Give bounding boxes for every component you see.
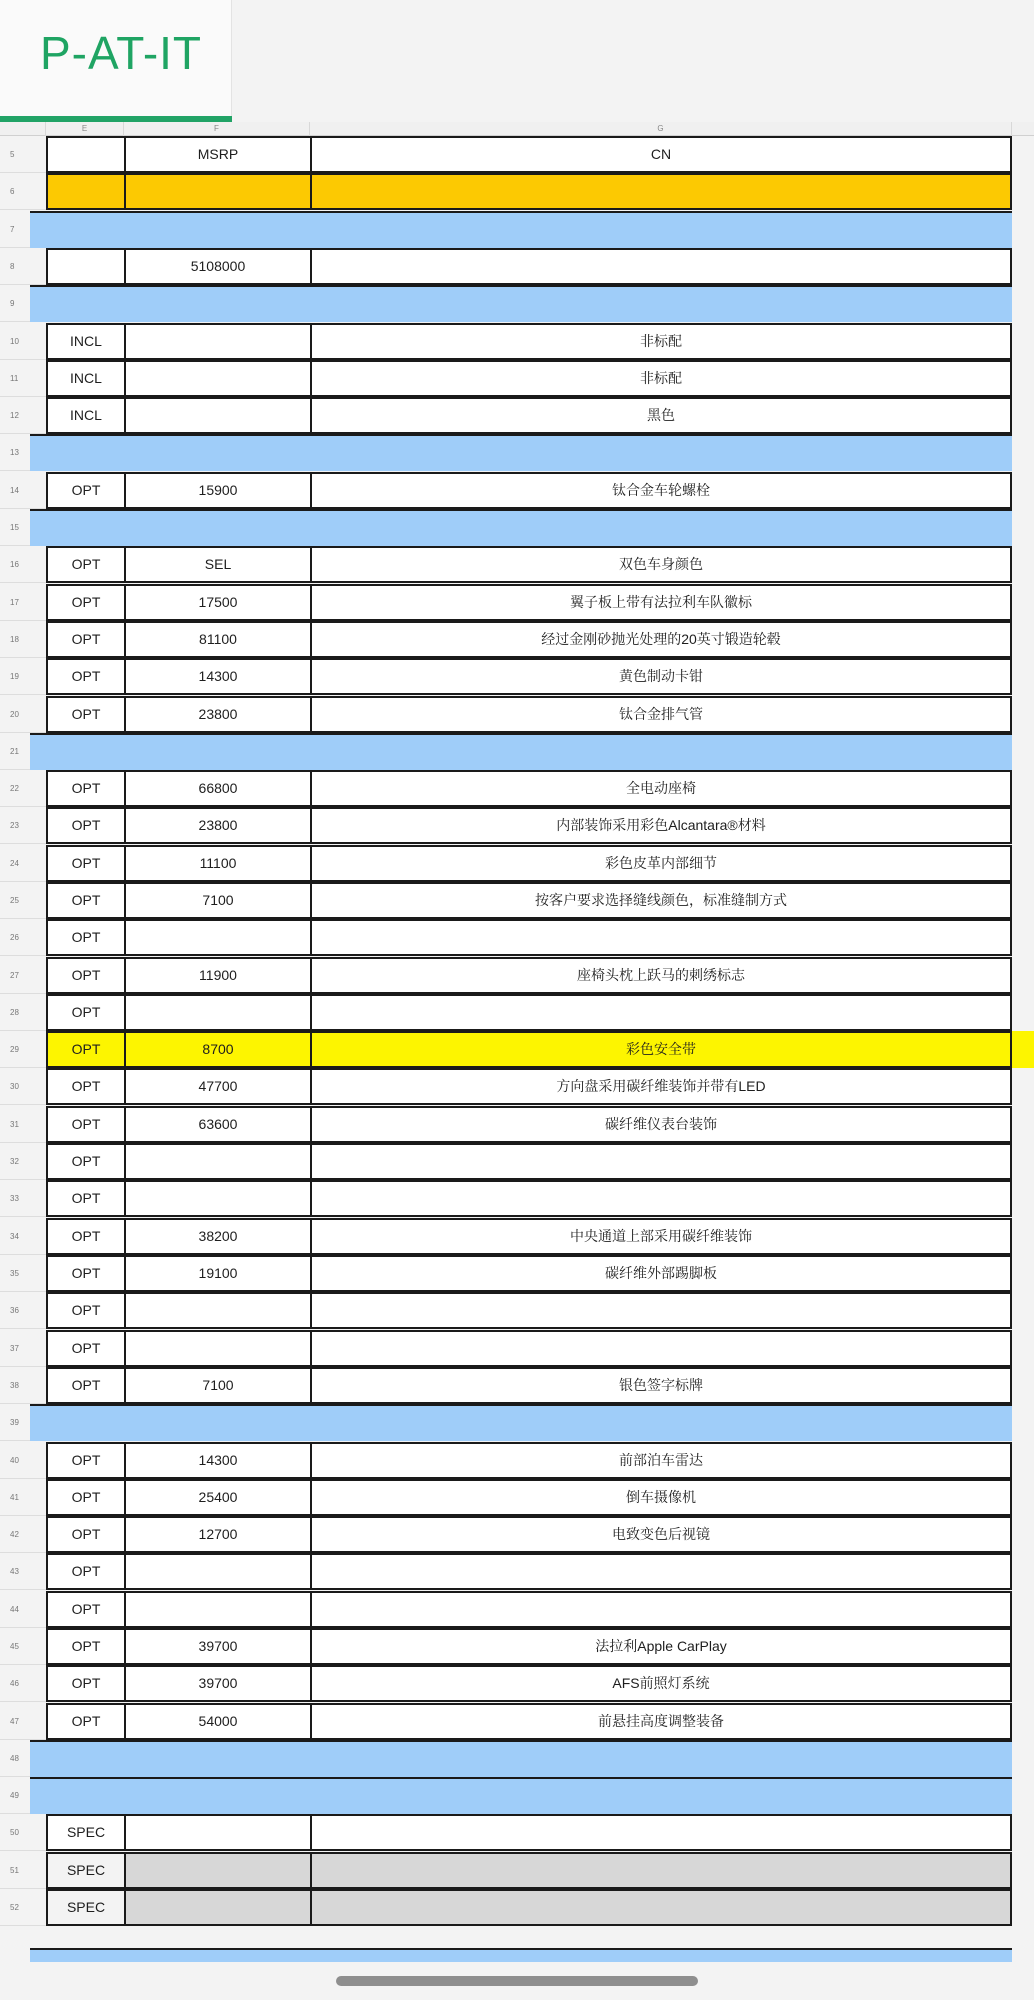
row-number[interactable]: 5 [0,136,46,173]
table-row [0,323,1034,360]
option-type-cell[interactable]: OPT [46,770,124,807]
cn-description-cell[interactable] [310,173,1012,210]
msrp-cell[interactable]: 23800 [124,807,310,844]
section-band[interactable] [30,1740,1012,1777]
row-number[interactable]: 26 [0,919,46,956]
cn-description-cell[interactable]: 内部装饰采用彩色Alcantara®材料 [310,807,1012,844]
row-number[interactable]: 8 [0,248,46,285]
table-row [0,957,1034,994]
header-msrp[interactable]: MSRP [124,136,310,173]
option-type-cell[interactable]: OPT [46,919,124,956]
row-number[interactable]: 11 [0,360,46,397]
table-row [0,434,1034,471]
table-row [0,1180,1034,1217]
msrp-cell[interactable] [124,919,310,956]
row-number[interactable]: 34 [0,1218,46,1255]
table-row [0,1814,1034,1851]
row-number[interactable]: 20 [0,696,46,733]
row-number[interactable]: 23 [0,807,46,844]
row-number[interactable]: 10 [0,323,46,360]
table-row [0,696,1034,733]
row-number[interactable]: 32 [0,1143,46,1180]
option-type-cell[interactable]: OPT [46,1442,124,1479]
row-number[interactable]: 45 [0,1628,46,1665]
option-type-cell[interactable]: OPT [46,1591,124,1628]
cn-description-cell[interactable]: 钛合金车轮螺栓 [310,472,1012,509]
row-number[interactable]: 27 [0,957,46,994]
option-type-cell[interactable]: OPT [46,1330,124,1367]
msrp-cell[interactable] [124,994,310,1031]
msrp-cell[interactable] [124,1143,310,1180]
row-number[interactable]: 41 [0,1479,46,1516]
section-band[interactable] [30,285,1012,322]
top-bar [0,0,1034,122]
row-number[interactable]: 16 [0,546,46,583]
table-row [0,1889,1034,1926]
cn-description-cell[interactable] [310,1180,1012,1217]
msrp-cell[interactable]: 54000 [124,1703,310,1740]
cn-description-cell[interactable]: 非标配 [310,360,1012,397]
option-type-cell[interactable]: OPT [46,658,124,695]
cn-description-cell[interactable]: 黑色 [310,397,1012,434]
option-type-cell[interactable]: OPT [46,1516,124,1553]
row-number[interactable]: 28 [0,994,46,1031]
option-type-cell[interactable]: OPT [46,1031,124,1068]
table-row [0,807,1034,844]
msrp-cell[interactable]: 81100 [124,621,310,658]
row-number[interactable]: 43 [0,1553,46,1590]
cn-description-cell[interactable]: AFS前照灯系统 [310,1665,1012,1702]
cn-description-cell[interactable] [310,1553,1012,1590]
msrp-cell[interactable]: 15900 [124,472,310,509]
row-number[interactable]: 31 [0,1106,46,1143]
table-row [0,845,1034,882]
row-number[interactable]: 6 [0,173,46,210]
cn-description-cell[interactable]: 碳纤维仪表台装饰 [310,1106,1012,1143]
table-row [0,1479,1034,1516]
cn-description-cell[interactable]: 经过金刚砂抛光处理的20英寸锻造轮毂 [310,621,1012,658]
msrp-cell[interactable]: 17500 [124,584,310,621]
cn-description-cell[interactable]: 前悬挂高度调整装备 [310,1703,1012,1740]
section-band[interactable] [30,211,1012,248]
option-type-cell[interactable]: OPT [46,1292,124,1329]
table-row [0,397,1034,434]
msrp-cell[interactable] [124,1292,310,1329]
cn-description-cell[interactable] [310,919,1012,956]
section-band[interactable] [30,733,1012,770]
cn-description-cell[interactable] [310,1852,1012,1889]
option-type-cell[interactable]: OPT [46,1106,124,1143]
table-row [0,1143,1034,1180]
row-number[interactable]: 12 [0,397,46,434]
msrp-cell[interactable]: 11100 [124,845,310,882]
row-number[interactable]: 17 [0,584,46,621]
row-number[interactable]: 13 [0,434,46,471]
cn-description-cell[interactable]: 双色车身颜色 [310,546,1012,583]
home-indicator[interactable] [336,1976,698,1986]
option-type-cell[interactable]: SPEC [46,1852,124,1889]
section-band[interactable] [30,509,1012,546]
row-number[interactable]: 22 [0,770,46,807]
cn-description-cell[interactable]: 彩色皮革内部细节 [310,845,1012,882]
option-type-cell[interactable]: OPT [46,882,124,919]
row-number[interactable]: 14 [0,472,46,509]
table-row [0,621,1034,658]
table-row [0,173,1034,210]
option-type-cell[interactable]: OPT [46,1703,124,1740]
msrp-cell[interactable] [124,173,310,210]
row-number[interactable]: 18 [0,621,46,658]
logo-tab[interactable] [0,0,232,122]
cn-description-cell[interactable] [310,1330,1012,1367]
table-row [0,1852,1034,1889]
row-number[interactable]: 49 [0,1777,46,1814]
row-number[interactable]: 40 [0,1442,46,1479]
option-type-cell[interactable]: INCL [46,397,124,434]
msrp-cell[interactable] [124,1889,310,1926]
table-row [0,1516,1034,1553]
table-header-row [0,136,1034,173]
option-type-cell[interactable]: OPT [46,584,124,621]
row-number[interactable]: 25 [0,882,46,919]
option-type-cell[interactable]: SPEC [46,1889,124,1926]
msrp-cell[interactable]: 8700 [124,1031,310,1068]
table-row [0,285,1034,322]
msrp-cell[interactable] [124,1591,310,1628]
cn-description-cell[interactable] [310,248,1012,285]
table-row [0,882,1034,919]
option-type-cell[interactable]: OPT [46,957,124,994]
option-type-cell[interactable]: OPT [46,1255,124,1292]
msrp-cell[interactable]: 23800 [124,696,310,733]
option-type-cell[interactable]: OPT [46,1218,124,1255]
option-type-cell[interactable]: OPT [46,546,124,583]
table-row [0,1255,1034,1292]
row-number[interactable]: 38 [0,1367,46,1404]
option-type-cell[interactable]: OPT [46,1143,124,1180]
table-row [0,546,1034,583]
msrp-cell[interactable]: 38200 [124,1218,310,1255]
option-type-cell[interactable]: OPT [46,1180,124,1217]
row-number[interactable]: 51 [0,1852,46,1889]
option-type-cell[interactable]: OPT [46,1068,124,1105]
msrp-cell[interactable] [124,1814,310,1851]
msrp-cell[interactable]: 7100 [124,882,310,919]
row-number[interactable]: 42 [0,1516,46,1553]
cn-description-cell[interactable]: 前部泊车雷达 [310,1442,1012,1479]
cn-description-cell[interactable]: 非标配 [310,323,1012,360]
row-number[interactable]: 21 [0,733,46,770]
section-band[interactable] [30,1777,1012,1814]
cn-description-cell[interactable]: 全电动座椅 [310,770,1012,807]
option-type-cell[interactable]: OPT [46,621,124,658]
option-type-cell[interactable] [46,248,124,285]
cn-description-cell[interactable]: 翼子板上带有法拉利车队徽标 [310,584,1012,621]
msrp-cell[interactable] [124,1553,310,1590]
row-number[interactable]: 29 [0,1031,46,1068]
msrp-cell[interactable]: 66800 [124,770,310,807]
option-type-cell[interactable]: OPT [46,994,124,1031]
table-row [0,360,1034,397]
row-number[interactable]: 33 [0,1180,46,1217]
table-row [0,248,1034,285]
msrp-cell[interactable] [124,1330,310,1367]
cn-description-cell[interactable]: 法拉利Apple CarPlay [310,1628,1012,1665]
option-type-cell[interactable]: OPT [46,1665,124,1702]
cn-description-cell[interactable] [310,1292,1012,1329]
option-type-cell[interactable]: OPT [46,1553,124,1590]
msrp-cell[interactable]: 19100 [124,1255,310,1292]
row-number[interactable]: 30 [0,1068,46,1105]
table-row [0,994,1034,1031]
cn-description-cell[interactable]: 彩色安全带 [310,1031,1012,1068]
row-number[interactable]: 37 [0,1330,46,1367]
option-type-cell[interactable]: OPT [46,807,124,844]
cn-description-cell[interactable]: 方向盘采用碳纤维装饰并带有LED [310,1068,1012,1105]
cn-description-cell[interactable]: 电致变色后视镜 [310,1516,1012,1553]
section-band[interactable] [30,1404,1012,1441]
option-type-cell[interactable] [46,173,124,210]
row-number[interactable]: 19 [0,658,46,695]
table-row [0,1106,1034,1143]
row-number[interactable]: 15 [0,509,46,546]
cn-description-cell[interactable]: 黄色制动卡钳 [310,658,1012,695]
msrp-cell[interactable]: 39700 [124,1665,310,1702]
highlight-overflow-cell[interactable] [1012,1031,1034,1068]
cn-description-cell[interactable]: 碳纤维外部踢脚板 [310,1255,1012,1292]
table-row [0,658,1034,695]
table-row [0,1367,1034,1404]
row-number[interactable]: 39 [0,1404,46,1441]
cn-description-cell[interactable] [310,1814,1012,1851]
option-type-cell[interactable]: INCL [46,323,124,360]
table-row [0,1553,1034,1590]
msrp-cell[interactable] [124,323,310,360]
table-row [0,1591,1034,1628]
table-row [0,1330,1034,1367]
row-number[interactable]: 35 [0,1255,46,1292]
msrp-cell[interactable]: 5108000 [124,248,310,285]
msrp-cell[interactable]: 11900 [124,957,310,994]
option-type-cell[interactable]: OPT [46,1479,124,1516]
row-number[interactable]: 36 [0,1292,46,1329]
corner-cell[interactable] [0,122,46,136]
table-row [0,1703,1034,1740]
row-number[interactable]: 7 [0,211,46,248]
app-logo: P-AT-IT [40,27,203,79]
table-row [0,509,1034,546]
table-row [0,1218,1034,1255]
header-cn[interactable]: CN [310,136,1012,173]
cell-e[interactable] [46,136,124,173]
option-type-cell[interactable]: OPT [46,472,124,509]
row-number[interactable]: 44 [0,1591,46,1628]
row-number[interactable]: 9 [0,285,46,322]
cn-description-cell[interactable] [310,994,1012,1031]
column-header-e[interactable]: E [46,122,124,136]
cn-description-cell[interactable] [310,1143,1012,1180]
table-row [0,1740,1034,1777]
option-type-cell[interactable]: OPT [46,1628,124,1665]
table-row [0,211,1034,248]
msrp-cell[interactable]: 25400 [124,1479,310,1516]
cn-description-cell[interactable] [310,1591,1012,1628]
table-row [0,1068,1034,1105]
table-row [0,770,1034,807]
cn-description-cell[interactable]: 座椅头枕上跃马的刺绣标志 [310,957,1012,994]
table-row [0,1404,1034,1441]
table-row [0,919,1034,956]
cn-description-cell[interactable]: 倒车摄像机 [310,1479,1012,1516]
row-number[interactable]: 50 [0,1814,46,1851]
row-number[interactable]: 52 [0,1889,46,1926]
table-row [0,1628,1034,1665]
column-header-g[interactable]: G [310,122,1012,136]
msrp-cell[interactable]: 39700 [124,1628,310,1665]
table-row [0,1292,1034,1329]
row-number[interactable]: 47 [0,1703,46,1740]
column-header-strip [0,122,1034,136]
table-row [0,584,1034,621]
msrp-cell[interactable] [124,1180,310,1217]
row-number[interactable]: 46 [0,1665,46,1702]
msrp-cell[interactable]: 14300 [124,658,310,695]
msrp-cell[interactable] [124,1852,310,1889]
partial-blue-row [30,1948,1012,1962]
section-band[interactable] [30,434,1012,471]
msrp-cell[interactable]: 7100 [124,1367,310,1404]
cn-description-cell[interactable]: 银色签字标牌 [310,1367,1012,1404]
option-type-cell[interactable]: OPT [46,845,124,882]
msrp-cell[interactable]: 14300 [124,1442,310,1479]
cn-description-cell[interactable]: 中央通道上部采用碳纤维装饰 [310,1218,1012,1255]
msrp-cell[interactable]: 12700 [124,1516,310,1553]
cn-description-cell[interactable] [310,1889,1012,1926]
option-type-cell[interactable]: SPEC [46,1814,124,1851]
msrp-cell[interactable]: 47700 [124,1068,310,1105]
option-type-cell[interactable]: OPT [46,1367,124,1404]
msrp-cell[interactable] [124,397,310,434]
table-row [0,1031,1034,1068]
table-row [0,1665,1034,1702]
table-row [0,733,1034,770]
msrp-cell[interactable] [124,360,310,397]
cn-description-cell[interactable]: 钛合金排气管 [310,696,1012,733]
table-row [0,472,1034,509]
msrp-cell[interactable]: 63600 [124,1106,310,1143]
msrp-cell[interactable]: SEL [124,546,310,583]
option-type-cell[interactable]: INCL [46,360,124,397]
row-number[interactable]: 48 [0,1740,46,1777]
row-number[interactable]: 24 [0,845,46,882]
column-header-f[interactable]: F [124,122,310,136]
cn-description-cell[interactable]: 按客户要求选择缝线颜色，标准缝制方式 [310,882,1012,919]
table-row [0,1442,1034,1479]
table-row [0,1777,1034,1814]
option-type-cell[interactable]: OPT [46,696,124,733]
